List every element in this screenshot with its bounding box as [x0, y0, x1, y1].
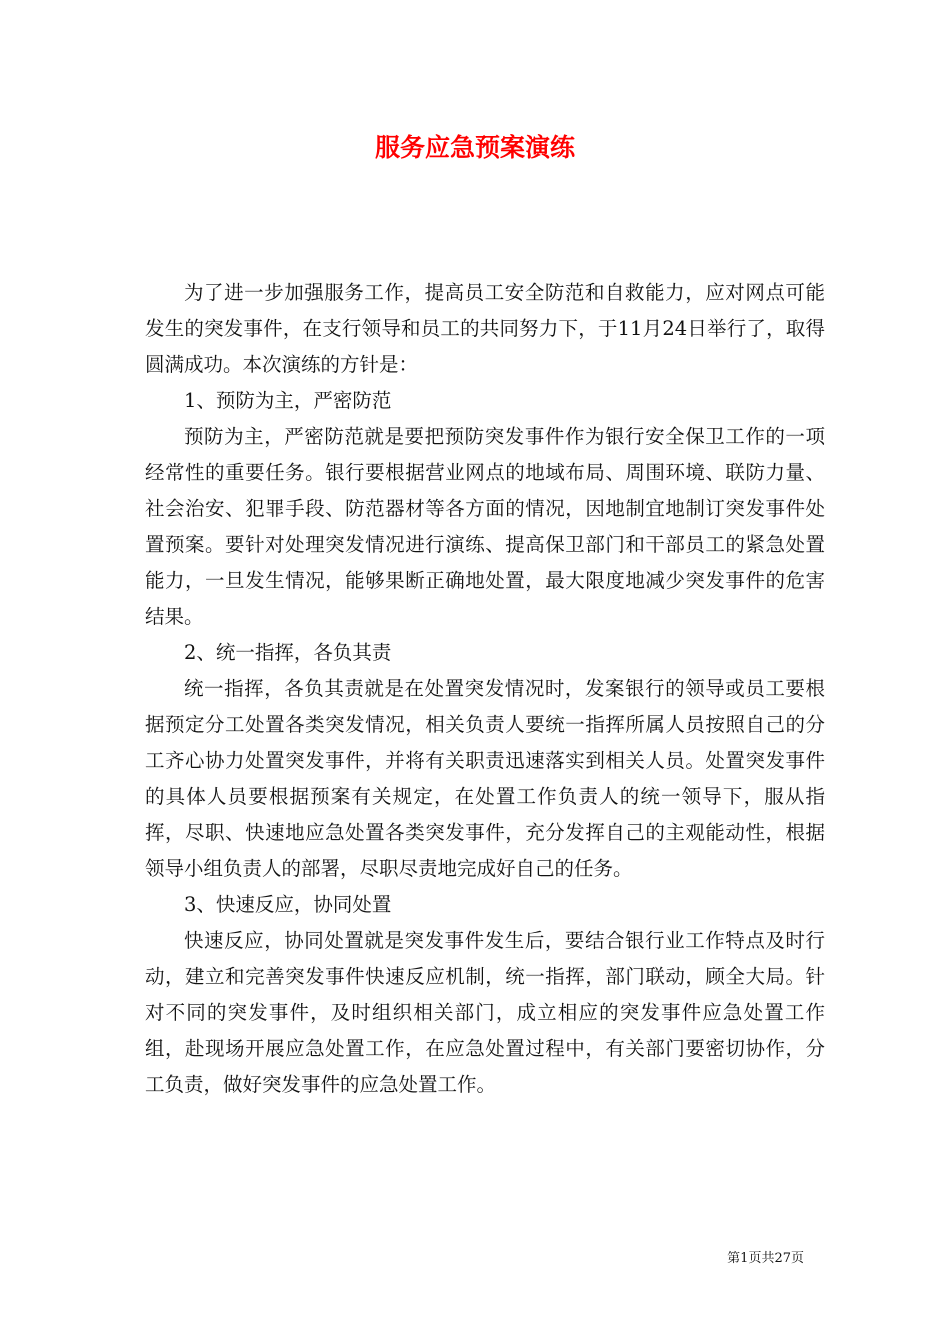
section-heading-2: 2、统一指挥，各负其责 [184, 641, 392, 664]
section-heading-3: 3、快速反应，协同处置 [184, 893, 392, 916]
paragraph-section-2: 统一指挥，各负其责就是在处置突发情况时，发案银行的领导或员工要根据预定分工处置各类突发情况，相关负责人要统一指挥所属人员按照自己的分工齐心协力处置突发事件，并将有关职责迅速落实到相关人员。处置突发事件的具体人员要根据预案有关规定，在处置工作负责人的统一领导下，服从指挥，尽职、快速地应急处置各类突发事件，充分发挥自己的主观能动性，根据领导小组负责人的部署，尽职尽责地完成好自己的任务。 [145, 677, 825, 880]
paragraph-section-3: 快速反应，协同处置就是突发事件发生后，要结合银行业工作特点及时行动，建立和完善突发事件快速反应机制，统一指挥，部门联动，顾全大局。针对不同的突发事件，及时组织相关部门，成立相应的突发事件应急处置工作组，赴现场开展应急处置工作，在应急处置过程中，有关部门要密切协作，分工负责，做好突发事件的应急处置工作。 [145, 929, 825, 1096]
paragraph-intro: 为了进一步加强服务工作，提高员工安全防范和自救能力，应对网点可能发生的突发事件，在支行领导和员工的共同努力下，于11月24日举行了，取得圆满成功。本次演练的方针是： [145, 281, 825, 376]
document-title: 服务应急预案演练 [374, 133, 575, 162]
section-heading-1: 1、预防为主，严密防范 [184, 389, 392, 412]
paragraph-section-1: 预防为主，严密防范就是要把预防突发事件作为银行安全保卫工作的一项经常性的重要任务。银行要根据营业网点的地域布局、周围环境、联防力量、社会治安、犯罪手段、防范器材等各方面的情况，因地制宜地制订突发事件处置预案。要针对处理突发情况进行演练、提高保卫部门和干部员工的紧急处置能力，一旦发生情况，能够果断正确地处置，最大限度地减少突发事件的危害结果。 [145, 425, 825, 628]
page-number-footer: 第1页共27页 [727, 1251, 804, 1266]
document-body [145, 275, 825, 1103]
